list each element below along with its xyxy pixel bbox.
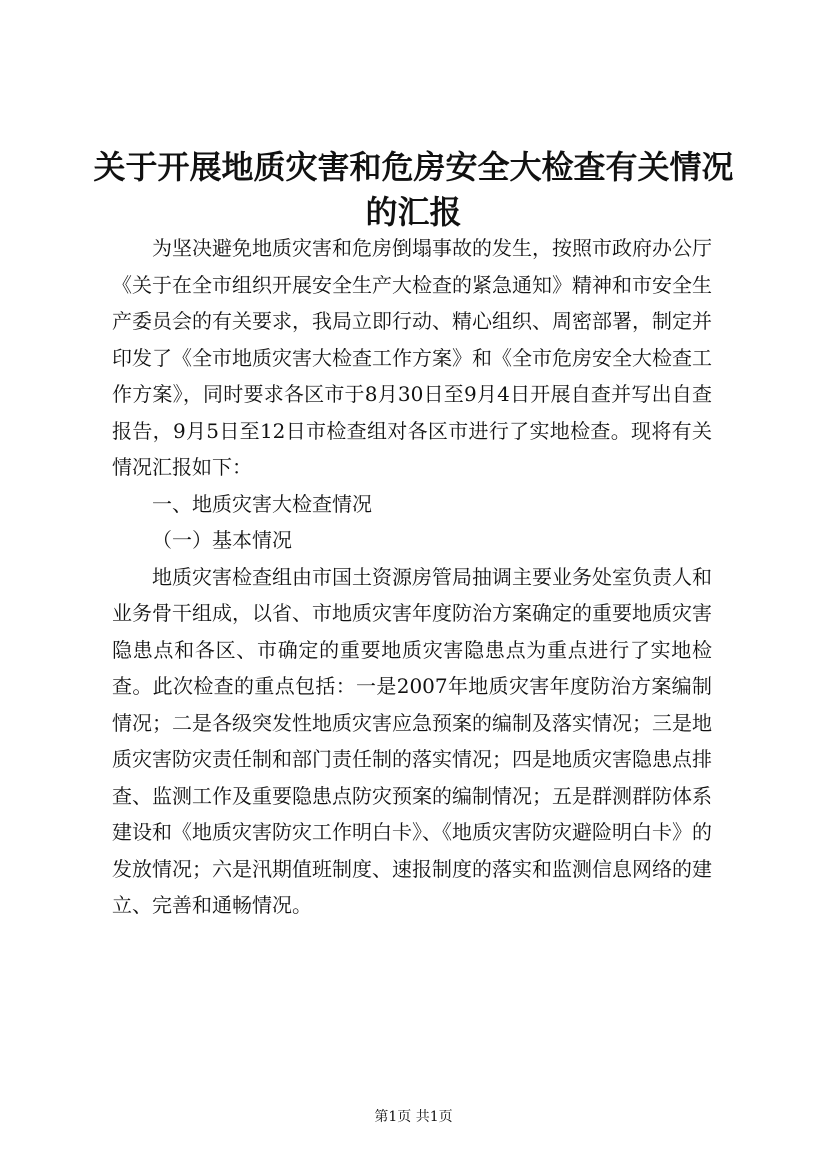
page-footer bbox=[0, 1107, 827, 1127]
body-paragraph: 地质灾害检查组由市国土资源房管局抽调主要业务处室负责人和业务骨干组成，以省、市地质灾害年度防治方案确定的重要地质灾害隐患点和各区、市确定的重要地质灾害隐患点为重点进行了实地检查。此次检查的重点包括：一是2007年地质灾害年度防治方案编制情况；二是各级突发性地质灾害应急预案的编制及落实情况；三是地质灾害防灾责任制和部门责任制的落实情况；四是地质灾害隐患点排查、监测工作及重要隐患点防灾预案的编制情况；五是群测群防体系建设和《地质灾害防灾工作明白卡》、《地质灾害防灾避险明白卡》的发放情况；六是汛期值班制度、速报制度的落实和监测信息网络的建立、完善和通畅情况。 bbox=[112, 564, 712, 917]
page-number: 第1页 共1页 bbox=[374, 1109, 453, 1125]
intro-paragraph: 为坚决避免地质灾害和危房倒塌事故的发生，按照市政府办公厅《关于在全市组织开展安全生产大检查的紧急通知》精神和市安全生产委员会的有关要求，我局立即行动、精心组织、周密部署，制定并印发了《全市地质灾害大检查工作方案》和《全市危房安全大检查工作方案》，同时要求各区市于8月30日至9月4日开展自查并写出自查报告，9月5日至12日市检查组对各区市进行了实地检查。现将有关情况汇报如下： bbox=[112, 236, 712, 479]
title-line-1: 关于开展地质灾害和危房安全大检查有关情况 bbox=[93, 148, 734, 186]
document-title bbox=[90, 145, 737, 235]
section-heading: 一、地质灾害大检查情况 bbox=[152, 491, 372, 516]
document-body bbox=[112, 230, 712, 924]
subsection-heading: （一）基本情况 bbox=[152, 528, 292, 552]
title-line-2: 的汇报 bbox=[365, 193, 462, 231]
